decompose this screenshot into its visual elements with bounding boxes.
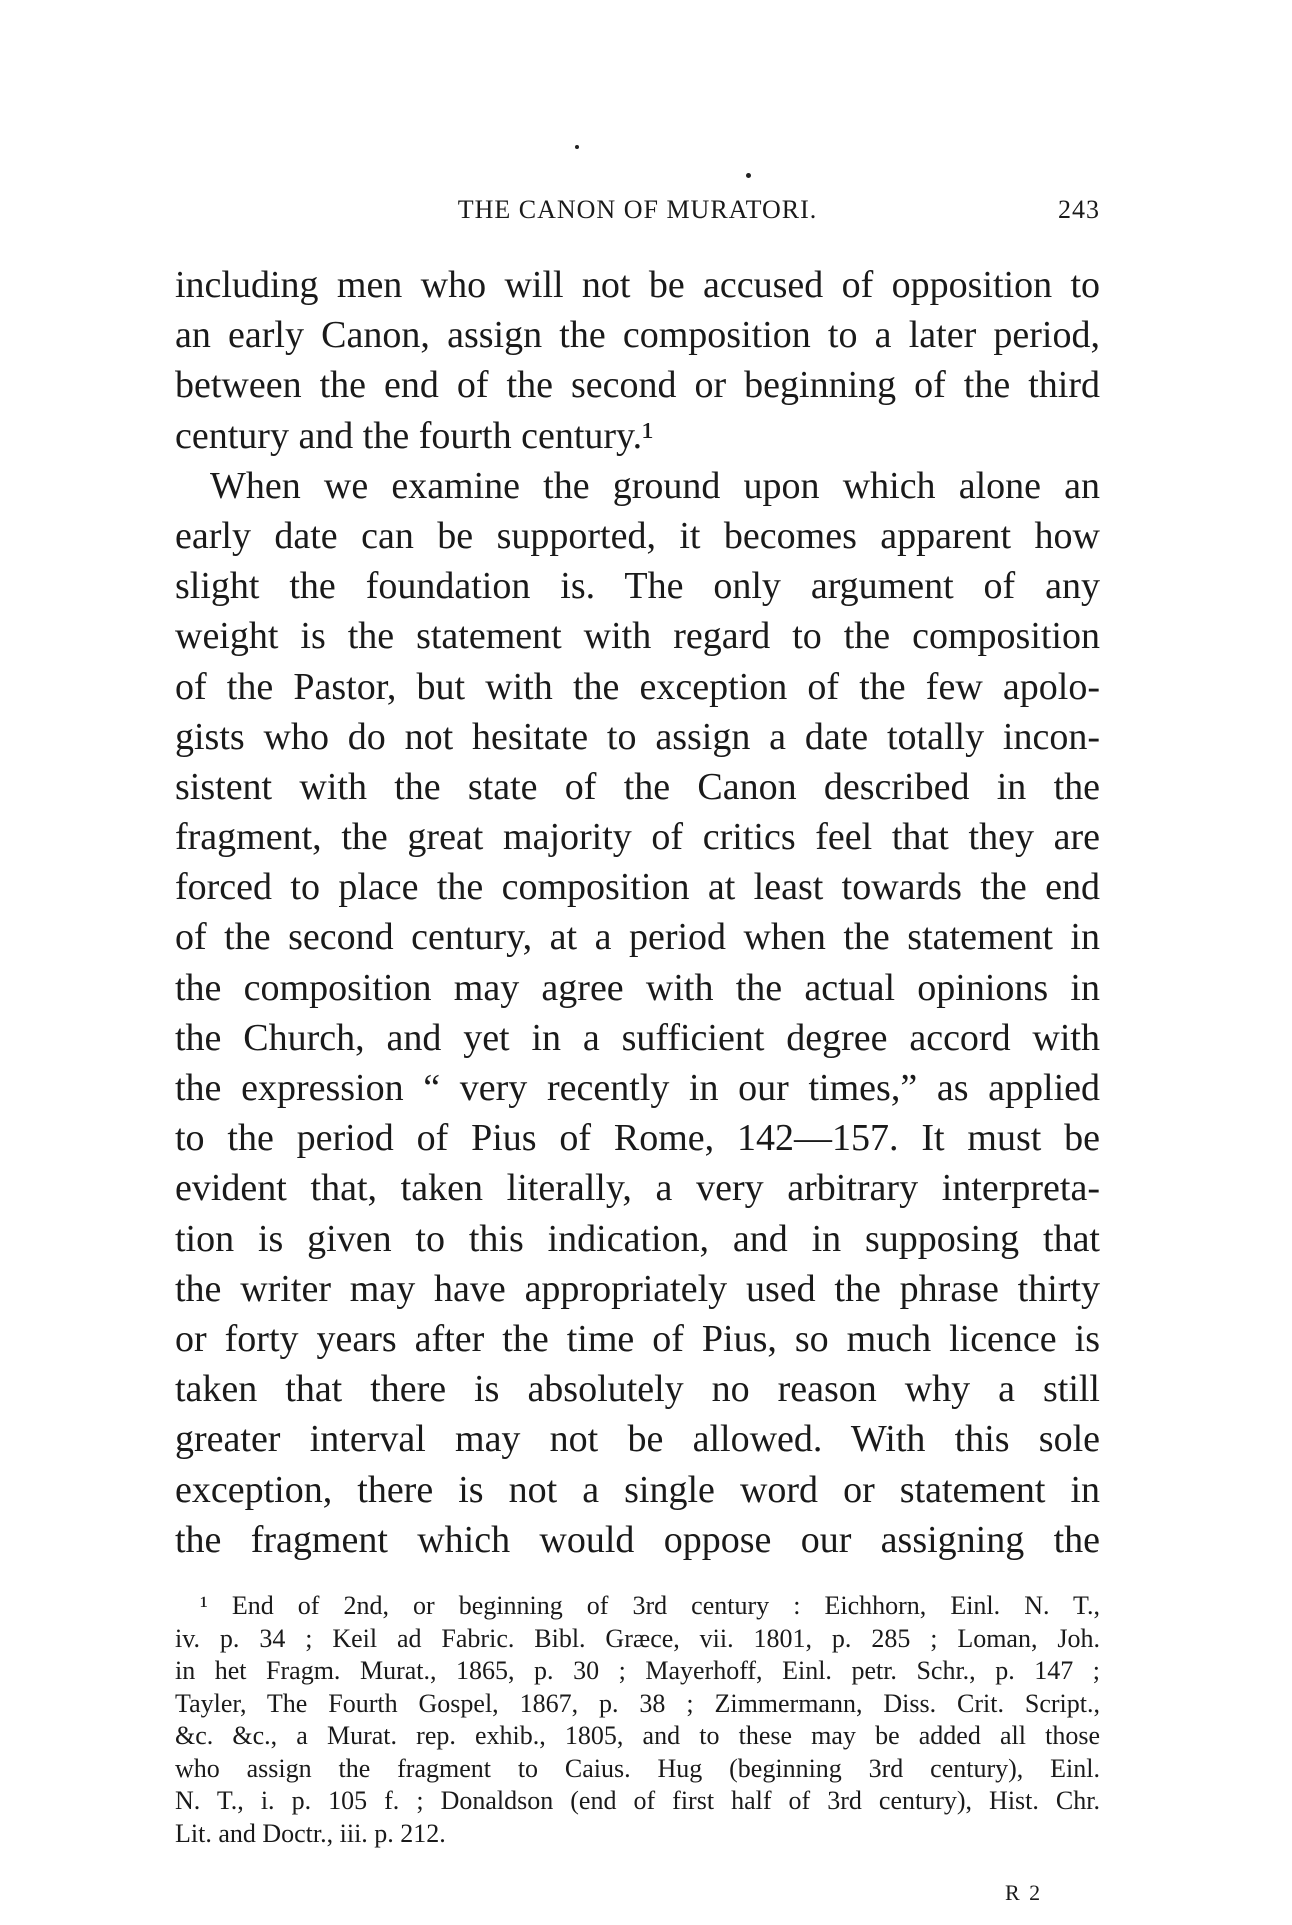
text-line: weight is the statement with regard to the composition	[175, 615, 1100, 658]
footnotes	[175, 1590, 1100, 1850]
text-line: greater interval may not be allowed. With this sole	[175, 1418, 1100, 1461]
footnote-line: Tayler, The Fourth Gospel, 1867, p. 38 ; Zimmermann, Diss. Crit. Script.,	[175, 1688, 1100, 1718]
text-line: including men who will not be accused of opposition to	[175, 264, 1100, 306]
text-line: the composition may agree with the actual opinions in	[175, 966, 1100, 1009]
text-line: the writer may have appropriately used the phrase thirty	[175, 1267, 1100, 1310]
page-header	[175, 195, 1100, 235]
footnote-line: who assign the fragment to Caius. Hug (beginning 3rd century), Einl.	[175, 1753, 1100, 1783]
text-line: century and the fourth century.¹	[175, 414, 654, 457]
footnote-line: N. T., i. p. 105 f. ; Donaldson (end of first half of 3rd century), Hist. Chr.	[175, 1786, 1100, 1815]
text-line: the expression “ very recently in our times,” as applied	[175, 1067, 1100, 1109]
footnote-line: iv. p. 34 ; Keil ad Fabric. Bibl. Græce, vii. 1801, p. 285 ; Loman, Joh.	[175, 1623, 1100, 1653]
body-text	[175, 260, 1100, 1565]
text-line: between the end of the second or beginning of the third	[175, 364, 1100, 407]
text-line: sistent with the state of the Canon described in the	[175, 765, 1100, 808]
running-head: THE CANON OF MURATORI.	[457, 195, 818, 224]
text-line: taken that there is absolutely no reason why a still	[175, 1368, 1100, 1411]
text-line: evident that, taken literally, a very arbitrary interpreta-	[175, 1167, 1100, 1210]
ink-speck	[746, 173, 751, 178]
text-line: gists who do not hesitate to assign a date totally incon-	[175, 715, 1100, 758]
text-line: to the period of Pius of Rome, 142—157. It must be	[175, 1117, 1100, 1160]
text-line: slight the foundation is. The only argument of any	[175, 565, 1100, 608]
signature-mark: R 2	[1005, 1880, 1043, 1905]
text-line: exception, there is not a single word or statement in	[175, 1468, 1100, 1511]
text-line: fragment, the great majority of critics feel that they are	[175, 816, 1100, 859]
footnote-line: in het Fragm. Murat., 1865, p. 30 ; Mayerhoff, Einl. petr. Schr., p. 147 ;	[175, 1656, 1100, 1685]
footnote-line: Lit. and Doctr., iii. p. 212.	[175, 1818, 446, 1848]
text-line: of the Pastor, but with the exception of the few apolo-	[175, 665, 1100, 708]
page-number: 243	[1058, 195, 1100, 224]
ink-speck	[575, 145, 579, 149]
text-line: of the second century, at a period when the statement in	[175, 916, 1100, 959]
text-line: an early Canon, assign the composition to a later period,	[175, 314, 1100, 357]
text-line: early date can be supported, it becomes apparent how	[175, 514, 1100, 557]
text-line: tion is given to this indication, and in supposing that	[175, 1217, 1100, 1260]
text-line: the Church, and yet in a sufficient degree accord with	[175, 1016, 1100, 1059]
footnote-line: ¹ End of 2nd, or beginning of 3rd century : Eichhorn, Einl. N. T.,	[200, 1591, 1100, 1620]
text-line: the fragment which would oppose our assigning the	[175, 1518, 1100, 1561]
text-line: or forty years after the time of Pius, so much licence is	[175, 1317, 1100, 1360]
footnote-line: &c. &c., a Murat. rep. exhib., 1805, and to these may be added all those	[175, 1721, 1100, 1750]
text-line: When we examine the ground upon which alone an	[210, 464, 1100, 507]
text-line: forced to place the composition at least towards the end	[175, 866, 1100, 909]
